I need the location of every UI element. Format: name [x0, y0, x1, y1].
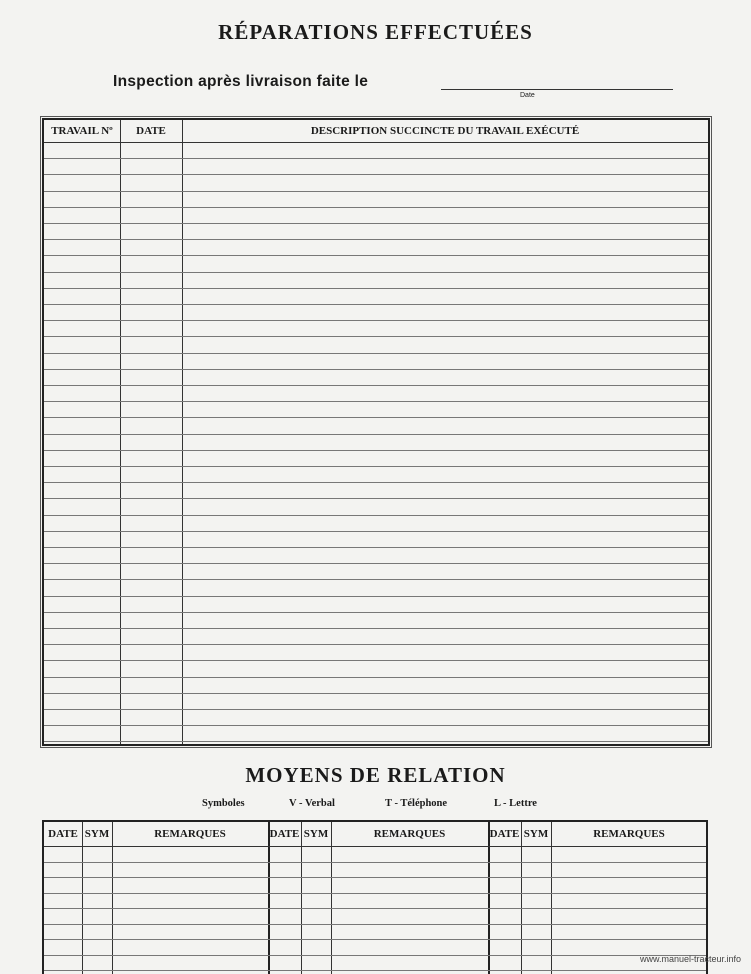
- row-rule: [44, 515, 708, 516]
- column-divider: [551, 822, 552, 974]
- row-rule: [44, 741, 708, 742]
- group-divider: [488, 822, 490, 974]
- column-divider: [331, 822, 332, 974]
- row-rule: [44, 612, 708, 613]
- repairs-table: [42, 118, 710, 746]
- column-divider: [120, 120, 121, 744]
- header-rule: [44, 142, 708, 143]
- column-divider: [521, 822, 522, 974]
- column-header-date: DATE: [269, 828, 300, 840]
- symbols-label: Symboles: [202, 798, 245, 809]
- row-rule: [44, 191, 708, 192]
- row-rule: [44, 547, 708, 548]
- row-rule: [44, 908, 706, 909]
- column-header-sym: SYM: [84, 828, 110, 840]
- column-header-description: DESCRIPTION SUCCINCTE DU TRAVAIL EXÉCUTÉ: [310, 125, 580, 137]
- column-header-remarques: REMARQUES: [593, 828, 665, 840]
- page-title: RÉPARATIONS EFFECTUÉES: [218, 20, 533, 44]
- column-header-travail: TRAVAIL Nº: [51, 125, 113, 137]
- row-rule: [44, 239, 708, 240]
- row-rule: [44, 893, 706, 894]
- row-rule: [44, 369, 708, 370]
- inspection-date-field[interactable]: [441, 89, 673, 90]
- row-rule: [44, 223, 708, 224]
- row-rule: [44, 434, 708, 435]
- watermark: www.manuel-tracteur.info: [640, 954, 742, 964]
- row-rule: [44, 531, 708, 532]
- row-rule: [44, 693, 708, 694]
- row-rule: [44, 709, 708, 710]
- row-rule: [44, 644, 708, 645]
- row-rule: [44, 304, 708, 305]
- row-rule: [44, 955, 706, 956]
- column-divider: [182, 120, 183, 744]
- row-rule: [44, 320, 708, 321]
- column-divider: [82, 822, 83, 974]
- symbol-verbal: V - Verbal: [289, 798, 335, 809]
- row-rule: [44, 417, 708, 418]
- row-rule: [44, 174, 708, 175]
- symbol-telephone: T - Téléphone: [385, 798, 448, 809]
- row-rule: [44, 563, 708, 564]
- row-rule: [44, 385, 708, 386]
- section-title: MOYENS DE RELATION: [245, 763, 506, 787]
- row-rule: [44, 401, 708, 402]
- row-rule: [44, 725, 708, 726]
- row-rule: [44, 158, 708, 159]
- column-header-date: DATE: [48, 828, 78, 840]
- date-caption: Date: [520, 92, 535, 99]
- column-header-sym: SYM: [523, 828, 549, 840]
- row-rule: [44, 450, 708, 451]
- column-header-date: DATE: [136, 125, 166, 137]
- row-rule: [44, 482, 708, 483]
- row-rule: [44, 579, 708, 580]
- symbol-lettre: L - Lettre: [494, 798, 537, 809]
- row-rule: [44, 970, 706, 971]
- row-rule: [44, 288, 708, 289]
- row-rule: [44, 939, 706, 940]
- row-rule: [44, 336, 708, 337]
- relations-table: [42, 820, 708, 974]
- row-rule: [44, 862, 706, 863]
- row-rule: [44, 628, 708, 629]
- column-header-remarques: REMARQUES: [154, 828, 226, 840]
- row-rule: [44, 677, 708, 678]
- row-rule: [44, 466, 708, 467]
- column-header-remarques: REMARQUES: [373, 828, 446, 840]
- column-divider: [301, 822, 302, 974]
- group-divider: [268, 822, 270, 974]
- column-divider: [112, 822, 113, 974]
- row-rule: [44, 353, 708, 354]
- row-rule: [44, 596, 708, 597]
- row-rule: [44, 660, 708, 661]
- row-rule: [44, 924, 706, 925]
- row-rule: [44, 272, 708, 273]
- column-header-sym: SYM: [303, 828, 329, 840]
- header-rule: [44, 846, 706, 847]
- inspection-label: Inspection après livraison faite le: [113, 73, 369, 90]
- row-rule: [44, 877, 706, 878]
- row-rule: [44, 255, 708, 256]
- row-rule: [44, 498, 708, 499]
- row-rule: [44, 207, 708, 208]
- column-header-date: DATE: [489, 828, 520, 840]
